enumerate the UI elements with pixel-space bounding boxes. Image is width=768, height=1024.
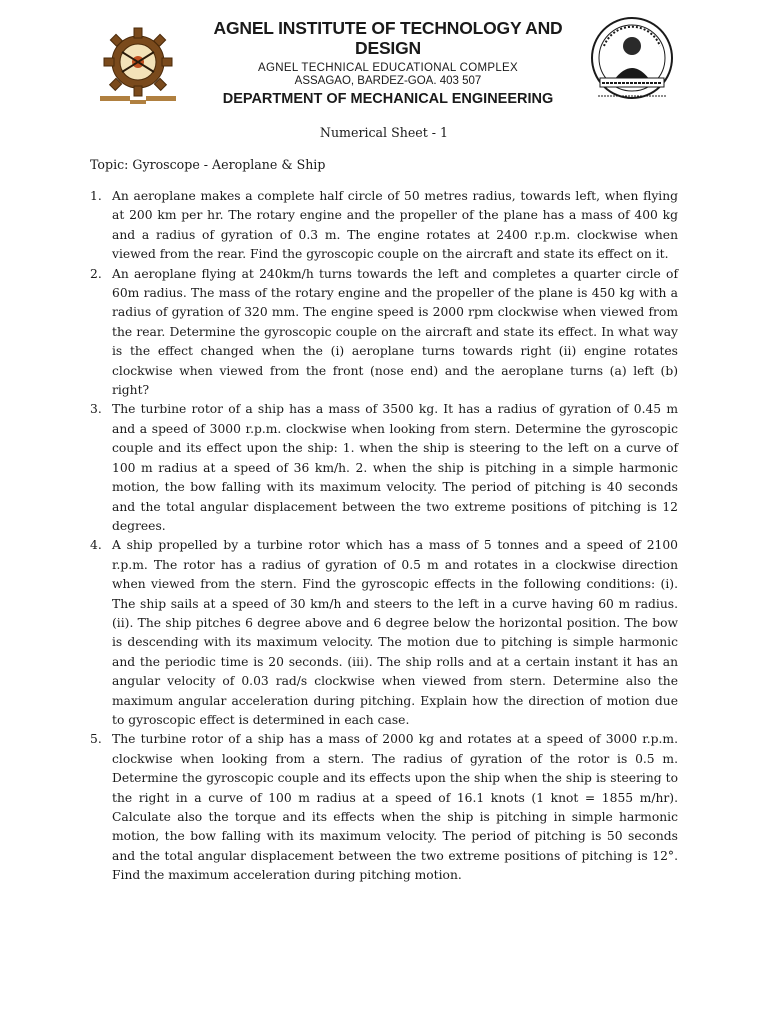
question-number: 4. xyxy=(90,538,102,553)
question-item xyxy=(90,730,678,885)
sheet-title: Numerical Sheet - 1 xyxy=(319,125,449,140)
question-number: 2. xyxy=(90,266,102,281)
institute-name: AGNEL INSTITUTE OF TECHNOLOGY AND DESIGN xyxy=(213,18,563,58)
question-number: 5. xyxy=(90,732,102,747)
question-list xyxy=(90,187,678,886)
question-item xyxy=(90,187,678,265)
question-text: An aeroplane makes a complete half circle of 50 metres radius, towards left, when flying at 200 km per hr. The rotary engine and the propeller of the plane has a mass of 400 kg and a radius of gyration of 0.3 m. The engine rotates at 2400 r.p.m. clockwise when viewed from the rear. Find the gyroscopic couple on the aircraft and state its effect on it. xyxy=(112,189,678,262)
question-item xyxy=(90,265,678,401)
question-text: A ship propelled by a turbine rotor which has a mass of 5 tonnes and a speed of 2100 r.p.m. The rotor has a radius of gyration of 0.5 m and rotates in a clockwise direction when viewed from the stern. Find the gyroscopic effects in the following conditions: (i). The ship sails at a speed of 30 km/h and steers to the left in a curve having 60 m radius. (ii). The ship pitches 6 degree above and 6 degree below the horizontal position. The bow is descending with its maximum velocity. The motion due to pitching is simple harmonic and the periodic time is 20 seconds. (iii). The ship rolls and at a certain instant it has an angular velocity of 0.03 rad/s clockwise when viewed from stern. Determine also the maximum angular acceleration during pitching. Explain how the direction of motion due to gyroscopic effect is determined in each case. xyxy=(112,538,678,727)
topic-line: Topic: Gyroscope - Aeroplane & Ship xyxy=(90,157,326,172)
department-name: DEPARTMENT OF MECHANICAL ENGINEERING xyxy=(222,91,554,107)
question-number: 3. xyxy=(90,402,102,417)
question-item xyxy=(90,536,678,730)
institute-address: ASSAGAO, BARDEZ-GOA. 403 507 xyxy=(294,75,482,87)
question-item xyxy=(90,400,678,536)
letterhead xyxy=(0,12,768,112)
question-text: The turbine rotor of a ship has a mass of 3500 kg. It has a radius of gyration of 0.45 m and a speed of 3000 r.p.m. clockwise when looking from stern. Determine the gyroscopic couple and its effect upon the ship: 1. when the ship is steering to the left on a curve of 100 m radius at a speed of 36 km/h. 2. when the ship is pitching in a simple harmonic motion, the bow falling with its maximum velocity. The period of pitching is 40 seconds and the total angular displacement between the two extreme positions of pitching is 12 degrees. xyxy=(112,402,678,533)
institute-emblem-logo xyxy=(92,24,184,108)
question-text: An aeroplane flying at 240km/h turns towards the left and completes a quarter circle of 60m radius. The mass of the rotary engine and the propeller of the plane is 450 kg with a radius of gyration of 320 mm. The engine speed is 2000 rpm clockwise when viewed from the rear. Determine the gyroscopic couple on the aircraft and state its effect. In what way is the effect changed when the (i) aeroplane turns towards right (ii) engine rotates clockwise when viewed from the front (nose end) and the aeroplane turns (a) left (b) right? xyxy=(112,266,678,398)
question-number: 1. xyxy=(90,189,102,203)
founder-seal-logo xyxy=(590,16,674,108)
question-text: The turbine rotor of a ship has a mass of 2000 kg and rotates at a speed of 3000 r.p.m. clockwise when looking from a stern. The radius of gyration of the rotor is 0.5 m. Determine the gyroscopic couple and its effects upon the ship when the ship is steering to the right in a curve of 100 m radius at a speed of 16.1 knots (1 knot = 1855 m/hr). Calculate also the torque and its effects when the ship is pitching in simple harmonic motion, the bow falling with its maximum velocity. The period of pitching is 50 seconds and the total angular displacement between the two extreme positions of pitching is 12°. Find the maximum acceleration during pitching motion. xyxy=(112,732,678,883)
complex-name: AGNEL TECHNICAL EDUCATIONAL COMPLEX xyxy=(258,62,518,74)
